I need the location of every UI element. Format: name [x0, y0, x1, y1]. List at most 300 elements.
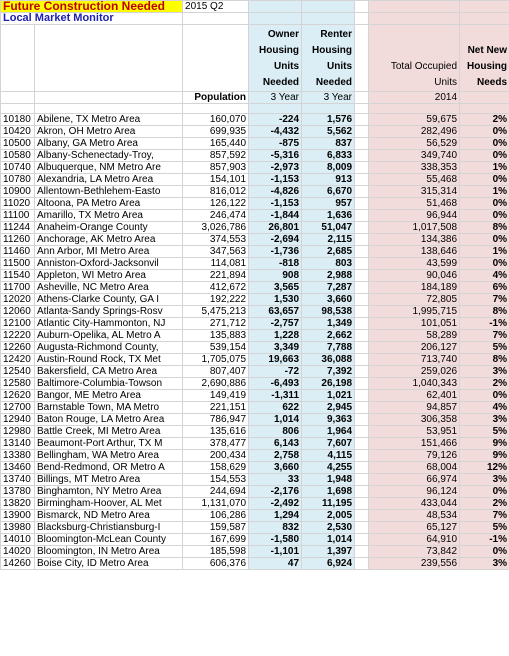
metro-area-cell[interactable]: Bangor, ME Metro Area	[35, 390, 183, 402]
occupied-units-cell[interactable]: 338,353	[369, 162, 460, 174]
net-new-needs-cell[interactable]: 0%	[460, 198, 509, 210]
renter-units-cell[interactable]: 5,562	[302, 126, 355, 138]
spacer-cell[interactable]	[355, 270, 369, 282]
owner-units-cell[interactable]: -1,580	[249, 534, 302, 546]
metro-area-cell[interactable]: Appleton, WI Metro Area	[35, 270, 183, 282]
owner-units-cell[interactable]: -5,316	[249, 150, 302, 162]
occupied-units-cell[interactable]: 48,534	[369, 510, 460, 522]
metro-area-cell[interactable]: Bend-Redmond, OR Metro A	[35, 462, 183, 474]
occupied-units-cell[interactable]: 1,040,343	[369, 378, 460, 390]
owner-units-cell[interactable]: -2,694	[249, 234, 302, 246]
net-new-needs-cell[interactable]: 12%	[460, 462, 509, 474]
owner-units-cell[interactable]: 3,660	[249, 462, 302, 474]
quarter-label[interactable]: 2015 Q2	[183, 1, 249, 13]
occupied-units-cell[interactable]: 72,805	[369, 294, 460, 306]
population-cell[interactable]: 816,012	[183, 186, 249, 198]
owner-units-cell[interactable]: -1,153	[249, 174, 302, 186]
metro-area-cell[interactable]: Austin-Round Rock, TX Met	[35, 354, 183, 366]
renter-units-cell[interactable]: 1,014	[302, 534, 355, 546]
population-cell[interactable]: 378,477	[183, 438, 249, 450]
occupied-units-cell[interactable]: 315,314	[369, 186, 460, 198]
owner-units-cell[interactable]: -4,826	[249, 186, 302, 198]
net-new-needs-cell[interactable]: 8%	[460, 306, 509, 318]
renter-units-cell[interactable]: 1,698	[302, 486, 355, 498]
owner-units-cell[interactable]: 832	[249, 522, 302, 534]
net-new-needs-cell[interactable]: 1%	[460, 186, 509, 198]
occupied-units-cell[interactable]: 56,529	[369, 138, 460, 150]
net-new-needs-cell[interactable]: 0%	[460, 390, 509, 402]
occupied-units-cell[interactable]: 282,496	[369, 126, 460, 138]
population-cell[interactable]: 807,407	[183, 366, 249, 378]
population-cell[interactable]: 149,419	[183, 390, 249, 402]
occupied-units-cell[interactable]: 79,126	[369, 450, 460, 462]
occupied-units-cell[interactable]: 259,026	[369, 366, 460, 378]
owner-units-cell[interactable]: -2,176	[249, 486, 302, 498]
renter-units-cell[interactable]: 2,005	[302, 510, 355, 522]
owner-units-cell[interactable]: 3,565	[249, 282, 302, 294]
population-cell[interactable]: 374,553	[183, 234, 249, 246]
net-new-needs-cell[interactable]: 0%	[460, 546, 509, 558]
spacer-cell[interactable]	[355, 558, 369, 570]
metro-code-cell[interactable]: 10780	[1, 174, 35, 186]
population-cell[interactable]: 221,151	[183, 402, 249, 414]
population-cell[interactable]: 699,935	[183, 126, 249, 138]
metro-code-cell[interactable]: 10420	[1, 126, 35, 138]
spacer-cell[interactable]	[355, 210, 369, 222]
net-new-needs-cell[interactable]: 0%	[460, 486, 509, 498]
renter-units-cell[interactable]: 7,788	[302, 342, 355, 354]
occupied-units-cell[interactable]: 306,358	[369, 414, 460, 426]
net-new-needs-cell[interactable]: 8%	[460, 354, 509, 366]
net-new-needs-cell[interactable]: 4%	[460, 402, 509, 414]
metro-code-cell[interactable]: 11020	[1, 198, 35, 210]
spacer-cell[interactable]	[355, 414, 369, 426]
net-new-needs-cell[interactable]: 7%	[460, 510, 509, 522]
owner-units-cell[interactable]: -2,973	[249, 162, 302, 174]
renter-units-cell[interactable]: 1,964	[302, 426, 355, 438]
net-new-needs-cell[interactable]: 9%	[460, 450, 509, 462]
population-cell[interactable]: 412,672	[183, 282, 249, 294]
owner-units-cell[interactable]: 47	[249, 558, 302, 570]
metro-code-cell[interactable]: 13740	[1, 474, 35, 486]
metro-code-cell[interactable]: 12100	[1, 318, 35, 330]
metro-code-cell[interactable]: 10740	[1, 162, 35, 174]
renter-units-cell[interactable]: 2,988	[302, 270, 355, 282]
spacer-cell[interactable]	[355, 546, 369, 558]
spacer-cell[interactable]	[355, 402, 369, 414]
net-new-needs-cell[interactable]: 0%	[460, 150, 509, 162]
spacer-cell[interactable]	[355, 126, 369, 138]
renter-units-cell[interactable]: 9,363	[302, 414, 355, 426]
metro-area-cell[interactable]: Augusta-Richmond County,	[35, 342, 183, 354]
net-new-needs-cell[interactable]: 0%	[460, 258, 509, 270]
metro-area-cell[interactable]: Bloomington-McLean County	[35, 534, 183, 546]
net-new-needs-cell[interactable]: 2%	[460, 378, 509, 390]
occupied-units-cell[interactable]: 65,127	[369, 522, 460, 534]
renter-units-cell[interactable]: 2,945	[302, 402, 355, 414]
occupied-units-cell[interactable]: 94,857	[369, 402, 460, 414]
net-new-needs-cell[interactable]: 1%	[460, 162, 509, 174]
occupied-units-cell[interactable]: 96,944	[369, 210, 460, 222]
occupied-units-cell[interactable]: 59,675	[369, 114, 460, 126]
metro-code-cell[interactable]: 13820	[1, 498, 35, 510]
population-cell[interactable]: 539,154	[183, 342, 249, 354]
population-cell[interactable]: 192,222	[183, 294, 249, 306]
owner-units-cell[interactable]: 1,294	[249, 510, 302, 522]
renter-units-cell[interactable]: 803	[302, 258, 355, 270]
spacer-cell[interactable]	[355, 162, 369, 174]
owner-units-cell[interactable]: -1,736	[249, 246, 302, 258]
renter-units-cell[interactable]: 6,670	[302, 186, 355, 198]
occupied-units-cell[interactable]: 184,189	[369, 282, 460, 294]
spacer-cell[interactable]	[355, 354, 369, 366]
renter-units-cell[interactable]: 7,287	[302, 282, 355, 294]
metro-code-cell[interactable]: 10180	[1, 114, 35, 126]
occupied-units-cell[interactable]: 68,004	[369, 462, 460, 474]
spacer-cell[interactable]	[355, 150, 369, 162]
spacer-cell[interactable]	[355, 486, 369, 498]
net-new-needs-cell[interactable]: 3%	[460, 558, 509, 570]
owner-units-cell[interactable]: 3,349	[249, 342, 302, 354]
metro-area-cell[interactable]: Altoona, PA Metro Area	[35, 198, 183, 210]
metro-area-cell[interactable]: Baltimore-Columbia-Towson	[35, 378, 183, 390]
renter-units-cell[interactable]: 3,660	[302, 294, 355, 306]
spacer-cell[interactable]	[355, 498, 369, 510]
net-new-needs-cell[interactable]: -1%	[460, 534, 509, 546]
spacer-cell[interactable]	[355, 438, 369, 450]
sheet-subtitle[interactable]: Local Market Monitor	[1, 13, 183, 25]
owner-units-cell[interactable]: 26,801	[249, 222, 302, 234]
net-new-needs-cell[interactable]: 3%	[460, 414, 509, 426]
metro-code-cell[interactable]: 13140	[1, 438, 35, 450]
metro-code-cell[interactable]: 13980	[1, 522, 35, 534]
metro-code-cell[interactable]: 11500	[1, 258, 35, 270]
owner-units-cell[interactable]: -224	[249, 114, 302, 126]
occupied-units-cell[interactable]: 433,044	[369, 498, 460, 510]
metro-code-cell[interactable]: 10500	[1, 138, 35, 150]
metro-code-cell[interactable]: 11460	[1, 246, 35, 258]
metro-code-cell[interactable]: 13460	[1, 462, 35, 474]
population-cell[interactable]: 135,616	[183, 426, 249, 438]
spacer-cell[interactable]	[355, 330, 369, 342]
metro-area-cell[interactable]: Atlanta-Sandy Springs-Rosv	[35, 306, 183, 318]
renter-units-cell[interactable]: 1,021	[302, 390, 355, 402]
owner-units-cell[interactable]: 2,758	[249, 450, 302, 462]
metro-area-cell[interactable]: Albany-Schenectady-Troy,	[35, 150, 183, 162]
metro-area-cell[interactable]: Anaheim-Orange County	[35, 222, 183, 234]
renter-period[interactable]: 3 Year	[302, 92, 355, 104]
renter-units-cell[interactable]: 7,392	[302, 366, 355, 378]
metro-code-cell[interactable]: 11244	[1, 222, 35, 234]
metro-area-cell[interactable]: Auburn-Opelika, AL Metro A	[35, 330, 183, 342]
occupied-units-cell[interactable]: 239,556	[369, 558, 460, 570]
spacer-cell[interactable]	[355, 282, 369, 294]
population-cell[interactable]: 857,903	[183, 162, 249, 174]
population-cell[interactable]: 135,883	[183, 330, 249, 342]
net-new-needs-cell[interactable]: 8%	[460, 222, 509, 234]
owner-units-cell[interactable]: 33	[249, 474, 302, 486]
net-new-needs-cell[interactable]: 0%	[460, 126, 509, 138]
population-cell[interactable]: 221,894	[183, 270, 249, 282]
metro-area-cell[interactable]: Birmingham-Hoover, AL Met	[35, 498, 183, 510]
metro-code-cell[interactable]: 12020	[1, 294, 35, 306]
spacer-cell[interactable]	[355, 234, 369, 246]
spacer-cell[interactable]	[355, 198, 369, 210]
sheet-title[interactable]: Future Construction Needed	[1, 1, 183, 13]
occupied-units-cell[interactable]: 43,599	[369, 258, 460, 270]
occupied-units-cell[interactable]: 55,468	[369, 174, 460, 186]
spacer-cell[interactable]	[355, 450, 369, 462]
metro-code-cell[interactable]: 14010	[1, 534, 35, 546]
renter-units-cell[interactable]: 36,088	[302, 354, 355, 366]
renter-units-cell[interactable]: 837	[302, 138, 355, 150]
owner-units-cell[interactable]: 806	[249, 426, 302, 438]
population-cell[interactable]: 1,705,075	[183, 354, 249, 366]
owner-units-header[interactable]: Owner Housing Units Needed	[249, 25, 302, 92]
net-new-header[interactable]: Net New Housing Needs	[460, 25, 509, 92]
occupied-units-cell[interactable]: 66,974	[369, 474, 460, 486]
metro-code-cell[interactable]: 13780	[1, 486, 35, 498]
spacer-cell[interactable]	[355, 246, 369, 258]
metro-area-cell[interactable]: Blacksburg-Christiansburg-I	[35, 522, 183, 534]
spacer-cell[interactable]	[355, 294, 369, 306]
metro-code-cell[interactable]: 12700	[1, 402, 35, 414]
renter-units-cell[interactable]: 913	[302, 174, 355, 186]
occupied-units-cell[interactable]: 101,051	[369, 318, 460, 330]
owner-units-cell[interactable]: -72	[249, 366, 302, 378]
metro-area-cell[interactable]: Anniston-Oxford-Jacksonvil	[35, 258, 183, 270]
renter-units-cell[interactable]: 2,530	[302, 522, 355, 534]
renter-units-cell[interactable]: 1,349	[302, 318, 355, 330]
spacer-cell[interactable]	[355, 462, 369, 474]
metro-area-cell[interactable]: Alexandria, LA Metro Area	[35, 174, 183, 186]
net-new-needs-cell[interactable]: 3%	[460, 474, 509, 486]
metro-area-cell[interactable]: Battle Creek, MI Metro Area	[35, 426, 183, 438]
renter-units-cell[interactable]: 2,662	[302, 330, 355, 342]
occupied-units-cell[interactable]: 1,995,715	[369, 306, 460, 318]
net-new-needs-cell[interactable]: 5%	[460, 522, 509, 534]
metro-code-cell[interactable]: 12220	[1, 330, 35, 342]
renter-units-cell[interactable]: 4,115	[302, 450, 355, 462]
metro-area-cell[interactable]: Binghamton, NY Metro Area	[35, 486, 183, 498]
metro-area-cell[interactable]: Boise City, ID Metro Area	[35, 558, 183, 570]
renter-units-cell[interactable]: 957	[302, 198, 355, 210]
occupied-units-cell[interactable]: 62,401	[369, 390, 460, 402]
population-cell[interactable]: 106,286	[183, 510, 249, 522]
net-new-needs-cell[interactable]: 3%	[460, 366, 509, 378]
renter-units-cell[interactable]: 11,195	[302, 498, 355, 510]
net-new-needs-cell[interactable]: 7%	[460, 330, 509, 342]
population-cell[interactable]: 857,592	[183, 150, 249, 162]
population-cell[interactable]: 114,081	[183, 258, 249, 270]
population-cell[interactable]: 165,440	[183, 138, 249, 150]
spacer-cell[interactable]	[355, 138, 369, 150]
renter-units-cell[interactable]: 8,009	[302, 162, 355, 174]
population-cell[interactable]: 5,475,213	[183, 306, 249, 318]
spacer-cell[interactable]	[355, 114, 369, 126]
occupied-units-cell[interactable]: 138,646	[369, 246, 460, 258]
metro-area-cell[interactable]: Baton Rouge, LA Metro Area	[35, 414, 183, 426]
owner-units-cell[interactable]: -875	[249, 138, 302, 150]
net-new-needs-cell[interactable]: 6%	[460, 282, 509, 294]
occupied-units-header[interactable]: Total Occupied Units	[369, 25, 460, 92]
owner-units-cell[interactable]: -1,311	[249, 390, 302, 402]
owner-units-cell[interactable]: -2,757	[249, 318, 302, 330]
owner-units-cell[interactable]: 1,530	[249, 294, 302, 306]
population-cell[interactable]: 126,122	[183, 198, 249, 210]
renter-units-cell[interactable]: 6,833	[302, 150, 355, 162]
spacer-cell[interactable]	[355, 186, 369, 198]
spacer-cell[interactable]	[355, 318, 369, 330]
occupied-units-cell[interactable]: 58,289	[369, 330, 460, 342]
spacer-cell[interactable]	[355, 342, 369, 354]
spacer-cell[interactable]	[355, 534, 369, 546]
owner-units-cell[interactable]: -4,432	[249, 126, 302, 138]
renter-units-cell[interactable]: 51,047	[302, 222, 355, 234]
metro-area-cell[interactable]: Bellingham, WA Metro Area	[35, 450, 183, 462]
owner-units-cell[interactable]: -1,153	[249, 198, 302, 210]
population-header[interactable]: Population	[183, 92, 249, 104]
net-new-needs-cell[interactable]: 4%	[460, 270, 509, 282]
renter-units-cell[interactable]: 4,255	[302, 462, 355, 474]
population-cell[interactable]: 154,553	[183, 474, 249, 486]
renter-units-cell[interactable]: 1,948	[302, 474, 355, 486]
renter-units-cell[interactable]: 2,115	[302, 234, 355, 246]
owner-units-cell[interactable]: 6,143	[249, 438, 302, 450]
net-new-needs-cell[interactable]: 0%	[460, 210, 509, 222]
metro-area-cell[interactable]: Barnstable Town, MA Metro	[35, 402, 183, 414]
renter-units-cell[interactable]: 7,607	[302, 438, 355, 450]
spacer-cell[interactable]	[355, 474, 369, 486]
metro-code-cell[interactable]: 12540	[1, 366, 35, 378]
net-new-needs-cell[interactable]: 0%	[460, 138, 509, 150]
population-cell[interactable]: 246,474	[183, 210, 249, 222]
owner-units-cell[interactable]: 63,657	[249, 306, 302, 318]
population-cell[interactable]: 200,434	[183, 450, 249, 462]
owner-units-cell[interactable]: -6,493	[249, 378, 302, 390]
spacer-cell[interactable]	[355, 510, 369, 522]
net-new-needs-cell[interactable]: 0%	[460, 234, 509, 246]
net-new-needs-cell[interactable]: 2%	[460, 114, 509, 126]
owner-units-cell[interactable]: 622	[249, 402, 302, 414]
owner-units-cell[interactable]: 1,228	[249, 330, 302, 342]
spacer-cell[interactable]	[355, 378, 369, 390]
metro-code-cell[interactable]: 11700	[1, 282, 35, 294]
spacer-cell[interactable]	[355, 522, 369, 534]
net-new-needs-cell[interactable]: 1%	[460, 246, 509, 258]
occupied-units-cell[interactable]: 64,910	[369, 534, 460, 546]
metro-area-cell[interactable]: Allentown-Bethlehem-Easto	[35, 186, 183, 198]
metro-area-cell[interactable]: Albany, GA Metro Area	[35, 138, 183, 150]
metro-code-cell[interactable]: 11100	[1, 210, 35, 222]
owner-units-cell[interactable]: -1,844	[249, 210, 302, 222]
metro-area-cell[interactable]: Abilene, TX Metro Area	[35, 114, 183, 126]
occupied-units-cell[interactable]: 51,468	[369, 198, 460, 210]
net-new-needs-cell[interactable]: 2%	[460, 498, 509, 510]
owner-units-cell[interactable]: -2,492	[249, 498, 302, 510]
renter-units-cell[interactable]: 1,636	[302, 210, 355, 222]
occupied-units-cell[interactable]: 349,740	[369, 150, 460, 162]
population-cell[interactable]: 154,101	[183, 174, 249, 186]
renter-units-cell[interactable]: 2,685	[302, 246, 355, 258]
metro-code-cell[interactable]: 14260	[1, 558, 35, 570]
metro-area-cell[interactable]: Bloomington, IN Metro Area	[35, 546, 183, 558]
population-cell[interactable]: 185,598	[183, 546, 249, 558]
metro-code-cell[interactable]: 10900	[1, 186, 35, 198]
owner-units-cell[interactable]: -818	[249, 258, 302, 270]
population-cell[interactable]: 167,699	[183, 534, 249, 546]
occupied-units-cell[interactable]: 1,017,508	[369, 222, 460, 234]
occupied-units-cell[interactable]: 73,842	[369, 546, 460, 558]
owner-period[interactable]: 3 Year	[249, 92, 302, 104]
population-cell[interactable]: 606,376	[183, 558, 249, 570]
owner-units-cell[interactable]: 1,014	[249, 414, 302, 426]
population-cell[interactable]: 271,712	[183, 318, 249, 330]
metro-code-cell[interactable]: 14020	[1, 546, 35, 558]
occupied-units-cell[interactable]: 713,740	[369, 354, 460, 366]
metro-area-cell[interactable]: Bismarck, ND Metro Area	[35, 510, 183, 522]
metro-area-cell[interactable]: Billings, MT Metro Area	[35, 474, 183, 486]
net-new-needs-cell[interactable]: 9%	[460, 438, 509, 450]
metro-area-cell[interactable]: Asheville, NC Metro Area	[35, 282, 183, 294]
metro-area-cell[interactable]: Atlantic City-Hammonton, NJ	[35, 318, 183, 330]
population-cell[interactable]: 2,690,886	[183, 378, 249, 390]
spacer-cell[interactable]	[355, 174, 369, 186]
metro-code-cell[interactable]: 10580	[1, 150, 35, 162]
metro-area-cell[interactable]: Athens-Clarke County, GA I	[35, 294, 183, 306]
metro-area-cell[interactable]: Bakersfield, CA Metro Area	[35, 366, 183, 378]
metro-code-cell[interactable]: 12940	[1, 414, 35, 426]
metro-code-cell[interactable]: 12580	[1, 378, 35, 390]
occupied-units-cell[interactable]: 96,124	[369, 486, 460, 498]
population-cell[interactable]: 1,131,070	[183, 498, 249, 510]
metro-code-cell[interactable]: 12620	[1, 390, 35, 402]
population-cell[interactable]: 3,026,786	[183, 222, 249, 234]
metro-code-cell[interactable]: 13900	[1, 510, 35, 522]
owner-units-cell[interactable]: 908	[249, 270, 302, 282]
metro-code-cell[interactable]: 12060	[1, 306, 35, 318]
spacer-cell[interactable]	[355, 390, 369, 402]
occupied-units-cell[interactable]: 90,046	[369, 270, 460, 282]
metro-area-cell[interactable]: Akron, OH Metro Area	[35, 126, 183, 138]
metro-area-cell[interactable]: Amarillo, TX Metro Area	[35, 210, 183, 222]
metro-code-cell[interactable]: 13380	[1, 450, 35, 462]
net-new-needs-cell[interactable]: 5%	[460, 342, 509, 354]
renter-units-cell[interactable]: 1,576	[302, 114, 355, 126]
renter-units-header[interactable]: Renter Housing Units Needed	[302, 25, 355, 92]
net-new-needs-cell[interactable]: -1%	[460, 318, 509, 330]
renter-units-cell[interactable]: 98,538	[302, 306, 355, 318]
population-cell[interactable]: 158,629	[183, 462, 249, 474]
population-cell[interactable]: 244,694	[183, 486, 249, 498]
spacer-cell[interactable]	[355, 426, 369, 438]
owner-units-cell[interactable]: -1,101	[249, 546, 302, 558]
metro-area-cell[interactable]: Beaumont-Port Arthur, TX M	[35, 438, 183, 450]
population-cell[interactable]: 159,587	[183, 522, 249, 534]
net-new-needs-cell[interactable]: 5%	[460, 426, 509, 438]
metro-code-cell[interactable]: 12420	[1, 354, 35, 366]
population-cell[interactable]: 786,947	[183, 414, 249, 426]
spacer-cell[interactable]	[355, 366, 369, 378]
spacer-cell[interactable]	[355, 258, 369, 270]
occupied-units-cell[interactable]: 134,386	[369, 234, 460, 246]
occupied-units-cell[interactable]: 151,466	[369, 438, 460, 450]
occupied-year[interactable]: 2014	[369, 92, 460, 104]
metro-code-cell[interactable]: 11540	[1, 270, 35, 282]
spacer-cell[interactable]	[355, 306, 369, 318]
metro-area-cell[interactable]: Anchorage, AK Metro Area	[35, 234, 183, 246]
renter-units-cell[interactable]: 6,924	[302, 558, 355, 570]
